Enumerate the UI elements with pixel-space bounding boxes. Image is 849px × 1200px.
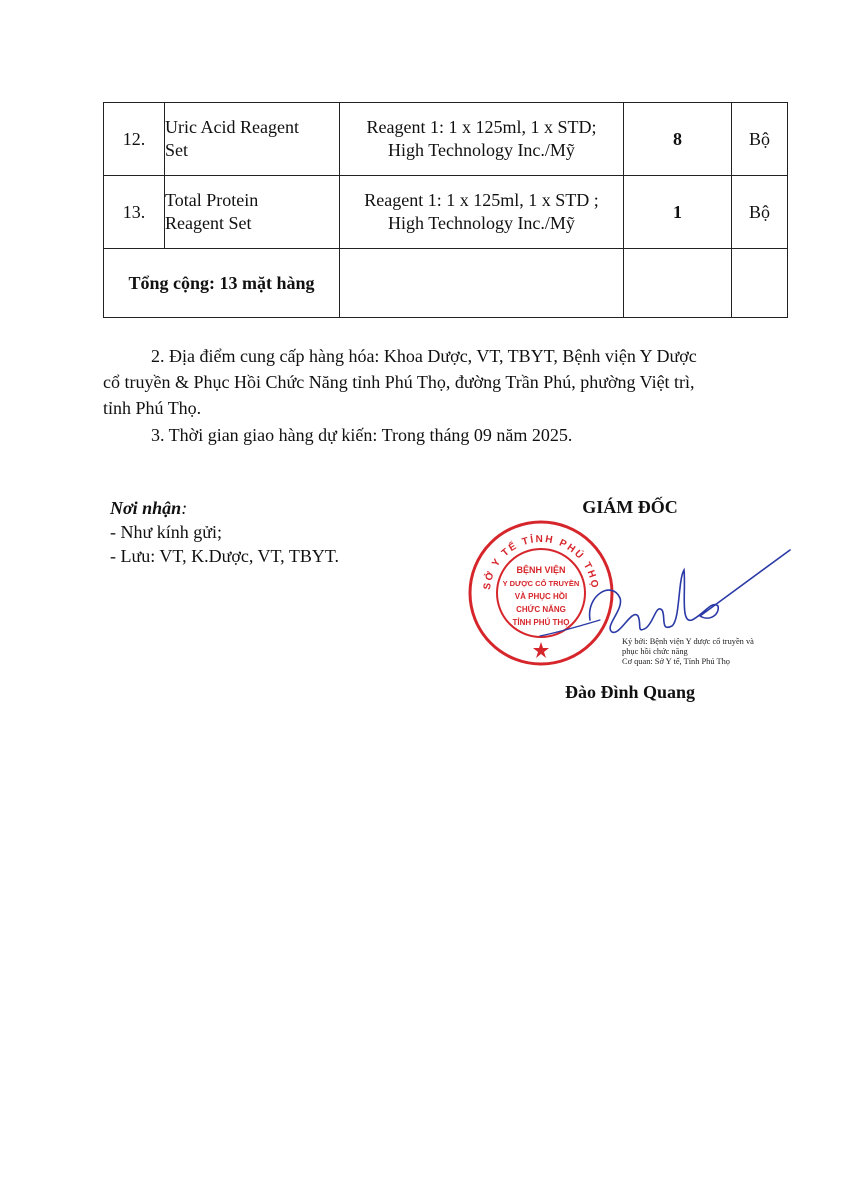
item-name-line: Set	[165, 140, 189, 160]
item-name	[165, 103, 340, 176]
stamp-inner-line: Y DƯỢC CỔ TRUYỀN	[502, 579, 580, 588]
stamp-outer-text: SỞ Y TẾ TỈNH PHÚ THỌ	[481, 533, 601, 591]
item-name-line: Uric Acid Reagent	[165, 117, 299, 137]
stamp-inner-line: CHỨC NĂNG	[516, 605, 566, 614]
item-spec-line: Reagent 1: 1 x 125ml, 1 x STD ;	[364, 190, 599, 210]
table-row	[104, 176, 788, 249]
signer-name: Đào Đình Quang	[564, 682, 696, 702]
stamp-inner-line: VÀ PHỤC HỒI	[514, 592, 568, 601]
item-quantity: 8	[624, 103, 732, 176]
recipients-block	[110, 496, 339, 568]
recipients-title-text: Nơi nhận	[110, 498, 182, 518]
signed-by-line: Ký bởi: Bệnh viện Y dược cổ truyền và	[622, 637, 754, 646]
stamp-inner-line: TỈNH PHÚ THỌ	[512, 618, 570, 627]
item-quantity: 1	[624, 176, 732, 249]
empty-cell	[732, 249, 788, 318]
recipient-item: - Lưu: VT, K.Dược, VT, TBYT.	[110, 546, 340, 566]
recipient-item: - Như kính gửi;	[110, 522, 223, 542]
delivery-location-paragraph	[103, 343, 793, 421]
item-spec	[340, 103, 624, 176]
item-spec	[340, 176, 624, 249]
recipients-title-colon: :	[181, 498, 188, 518]
items-table	[103, 102, 788, 318]
location-line: 2. Địa điểm cung cấp hàng hóa: Khoa Dược, VT, TBYT, Bệnh viện Y Dược	[151, 346, 697, 366]
item-spec-line: High Technology Inc./Mỹ	[388, 213, 575, 233]
row-number: 13.	[104, 176, 165, 249]
item-name-line: Reagent Set	[165, 213, 252, 233]
signed-by-line: phục hồi chức năng	[622, 647, 688, 656]
item-unit: Bộ	[732, 176, 788, 249]
location-line: tỉnh Phú Thọ.	[103, 398, 202, 418]
empty-cell	[624, 249, 732, 318]
total-label: Tổng cộng: 13 mặt hàng	[104, 249, 340, 318]
signing-agency: Cơ quan: Sở Y tế, Tỉnh Phú Thọ	[622, 657, 730, 666]
director-title: GIÁM ĐỐC	[582, 497, 678, 517]
row-number: 12.	[104, 103, 165, 176]
digital-signature-info	[622, 637, 792, 667]
item-name	[165, 176, 340, 249]
item-spec-line: Reagent 1: 1 x 125ml, 1 x STD;	[366, 117, 597, 137]
handwritten-signature	[520, 540, 800, 650]
delivery-time-paragraph: 3. Thời gian giao hàng dự kiến: Trong tháng 09 năm 2025.	[151, 425, 573, 445]
item-spec-line: High Technology Inc./Mỹ	[388, 140, 575, 160]
stamp-inner-line: BỆNH VIỆN	[516, 565, 566, 575]
item-name-line: Total Protein	[165, 190, 259, 210]
item-unit: Bộ	[732, 103, 788, 176]
table-row	[104, 103, 788, 176]
location-line: cổ truyền & Phục Hồi Chức Năng tỉnh Phú Thọ, đường Trần Phú, phường Việt trì,	[103, 372, 695, 392]
empty-cell	[340, 249, 624, 318]
recipients-title	[110, 496, 339, 520]
table-total-row	[104, 249, 788, 318]
